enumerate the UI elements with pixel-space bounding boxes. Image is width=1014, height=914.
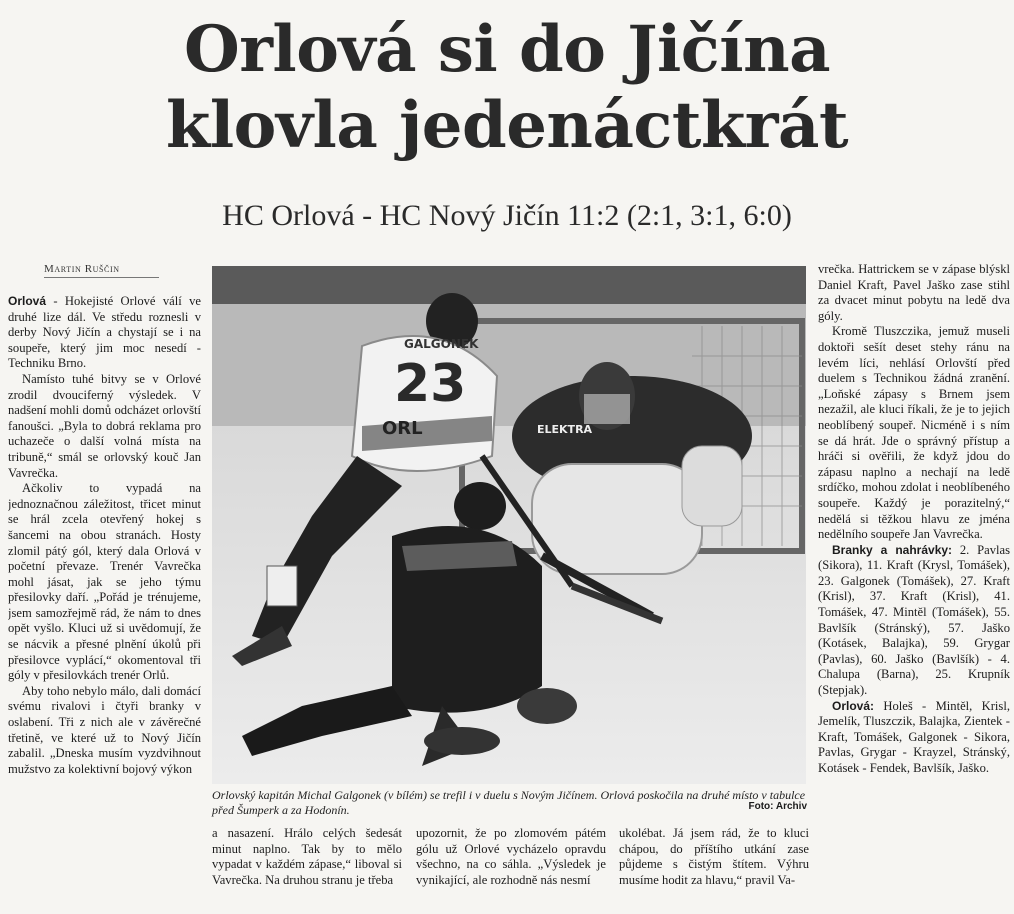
paragraph: Namísto tuhé bitvy se v Orlové zrodil dvouciferný výsledek. V nadšení mohli domů odcházet orlovští fanoušci. „Byla to dobrá reklama pro uchazeče o další volná místa na tribuně,“ smál se orlovský kouč Jan Vavrečka. xyxy=(8,371,201,480)
photo-credit: Foto: Archiv xyxy=(748,801,807,812)
jersey-number: 23 xyxy=(394,354,467,414)
author-byline: Martin Ruščin xyxy=(44,263,159,278)
lead-paragraph: Orlová - Hokejisté Orlové válí ve druhé lize dál. Ve středu roznesli v derby Nový Jičín a chystají se i na soupeře, který jim moc nesedí - Techniku Brno. xyxy=(8,294,201,371)
article-column-1 xyxy=(8,294,201,906)
hockey-photo xyxy=(212,266,806,784)
paragraph: Aby toho nebylo málo, dali domácí svému rivalovi i čtyři branky v oslabení. Tři z nich ale v závěrečné třetině, ve které už to Nový Jičín zabalil. „Dneska musím vyzdvihnout mužstvo za kolektivní bojový výkon xyxy=(8,683,201,776)
article-column-3 xyxy=(416,826,606,910)
dateline: Orlová xyxy=(8,294,47,308)
goals-label: Branky a nahrávky: xyxy=(832,542,953,557)
article-column-2 xyxy=(212,826,402,910)
paragraph: upozornit, že po zlomovém pátém gólu už Orlové vycházelo opravdu všechno, na co sáhla. „Výsledek je vynikající, ale rozhodně nás nesmí xyxy=(416,826,606,887)
article-subhead: HC Orlová - HC Nový Jičín 11:2 (2:1, 3:1, 6:0) xyxy=(222,199,792,232)
paragraph: ukolébat. Já jsem rád, že to kluci chápou, do příštího utkání zase půjdeme s čistým štítem. Výhru musíme hodit za hlavu,“ pravil Va- xyxy=(619,826,809,887)
lineup-paragraph: Orlová: Holeš - Mintěl, Krisl, Jemelík, Tluszczik, Balajka, Zientek - Kraft, Tomášek, Galgonek - Sikora, Pavlas, Grygar - Krayzel, Stránský, Kotásek - Fendek, Bavlšík, Jaško. xyxy=(818,698,1010,775)
paragraph: Ačkoliv to vypadá na jednoznačnou záležitost, třicet minut se hrál zcela otevřený hokej s šancemi na obou stranách. Hosty zlomil pátý gól, který dala Orlová v početní převaze. Trenér Vavrečka mohl jásat, jak se jeho týmu přesilovky daří. „Pořád je trénujeme, jsem samozřejmě rád, že nám to dnes opět vyšlo. Kluci už si uvědomují, že se nácvik a přesné plnění úkolů při přesilovce vyplácí,“ okomentoval tři góly v přesilovkách trenér Orlů. xyxy=(8,481,201,683)
article-column-4 xyxy=(619,826,809,910)
paragraph: a nasazení. Hrálo celých šedesát minut naplno. Tak by to mělo vypadat v každém zápase,“ liboval si Vavrečka. Na druhou stranu je třeba xyxy=(212,826,402,887)
lineup-label: Orlová: xyxy=(832,698,875,713)
jersey-name: GALGONEK xyxy=(404,337,479,351)
headline-line-1: Orlová si do Jičína xyxy=(183,12,831,87)
article-headline xyxy=(0,12,1014,164)
goals-paragraph: Branky a nahrávky: 2. Pavlas (Sikora), 11. Kraft (Krysl, Tomášek), 23. Galgonek (Tomášek), 27. Kraft (Krisl), 37. Kraft (Krisl), 41. Tomášek, 47. Mintěl (Tomášek), 55. Bavlšík (Stránský), 57. Jaško (Kotásek, Balajka), 59. Grygar (Pavlas), 60. Jaško (Bavlšík) - 4. Chalupa (Barna), 25. Krupník (Stepjak). xyxy=(818,542,1010,698)
jersey-text: ORL xyxy=(382,418,423,439)
paragraph: vrečka. Hattrickem se v zápase blýskl Daniel Kraft, Pavel Jaško zase stihl za dvacet minut pobytu na ledě dva góly. xyxy=(818,262,1010,323)
headline-line-2: klovla jedenáctkrát xyxy=(165,88,849,163)
photo-caption: Orlovský kapitán Michal Galgonek (v bílém) se trefil i v duelu s Novým Jičínem. Orlová poskočila na druhé místo v tabulce před Šumperk a za Hodonín. xyxy=(212,788,806,817)
goalie-sponsor-text: ELEKTRA xyxy=(537,423,593,436)
article-column-right xyxy=(818,262,1010,906)
paragraph: Kromě Tluszczika, jemuž museli doktoři sešít deset stehy ránu na levém líci, nehlásí Orlovští před duelem s Technikou žádná zranění. „Loňské zápasy s Brnem jsem nezažil, ale kluci říkali, že je to jejich neoblíbený soupeř. Nicméně i s ním se dá hrát. Jde o správný přístup a hráči si ověřili, že když jdou do zápasu naplno a nechají na ledě srdíčko, mohou zdolat i neoblíbeného soupeře. Každý je porazitelný,“ nedělá si těžkou hlavu ze jména nedělního soupeře Jan Vavrečka. xyxy=(818,324,1010,542)
